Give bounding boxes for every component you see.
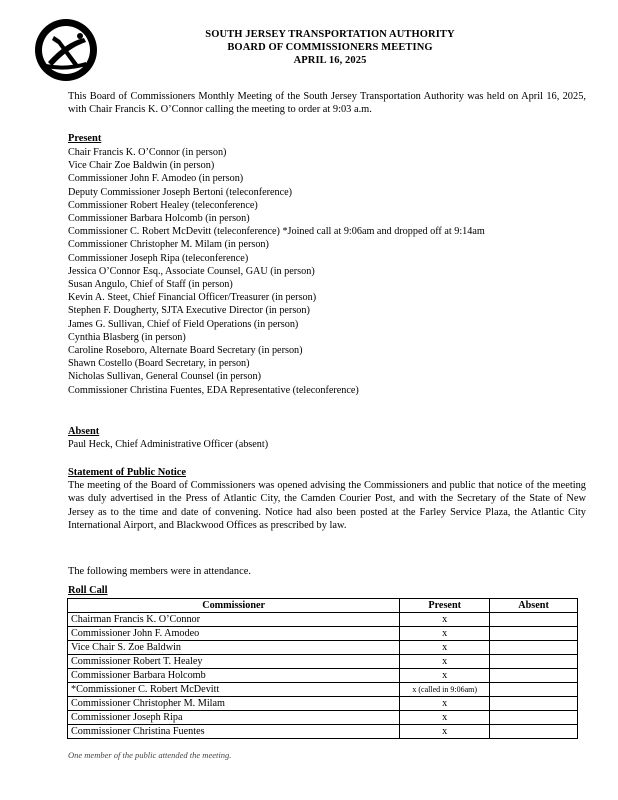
list-item: Commissioner C. Robert McDevitt (teleconference) *Joined call at 9:06am and dropped off at 9:14am [68,226,485,238]
list-item: Commissioner John F. Amodeo (in person) [68,173,244,185]
absent-cell [490,613,578,627]
absent-cell [490,669,578,683]
table-row [68,627,578,641]
notice-paragraph: The meeting of the Board of Commissioners was opened advising the Commissioners and public that notice of the meeting was duly advertised in the Press of Atlantic City, the Camden Courier Post, and with the Secretary of the State of New Jersey as to the time and date of convening. Notice had also been posted at the Farley Service Plaza, the Atlantic City International Airport, and Blackwood Offices as prescribed by law. [68,480,586,531]
document-header [120,28,540,67]
list-item: Susan Angulo, Chief of Staff (in person) [68,279,233,291]
absent-cell [490,697,578,711]
column-header: Absent [490,599,578,613]
commissioner-cell: Vice Chair S. Zoe Baldwin [68,641,400,655]
absent-cell [490,627,578,641]
commissioner-cell: Commissioner Barbara Holcomb [68,669,400,683]
commissioner-cell: Commissioner Christina Fuentes [68,725,400,739]
list-item: Shawn Costello (Board Secretary, in person) [68,358,250,370]
list-item: Commissioner Christina Fuentes, EDA Representative (teleconference) [68,384,359,396]
present-cell: x [400,627,490,641]
absent-cell [490,725,578,739]
present-cell: x [400,711,490,725]
table-row [68,697,578,711]
commissioner-cell: Commissioner John F. Amodeo [68,627,400,641]
absent-cell [490,711,578,725]
list-item: James G. Sullivan, Chief of Field Operations (in person) [68,318,299,330]
absent-cell [490,641,578,655]
list-item: Commissioner Joseph Ripa (teleconference) [68,252,249,264]
present-cell: x [400,655,490,669]
absent-cell [490,683,578,697]
sjta-seal-icon [34,18,98,82]
notice-heading: Statement of Public Notice [68,467,187,478]
list-item: Commissioner Robert Healey (teleconference) [68,199,258,211]
table-row [68,613,578,627]
list-item: Kevin A. Steet, Chief Financial Officer/Treasurer (in person) [68,292,317,304]
roll-call-heading: Roll Call [68,585,108,596]
present-list [68,146,588,397]
commissioner-cell: Chairman Francis K. O’Connor [68,613,400,627]
table-row [68,655,578,669]
list-item: Nicholas Sullivan, General Counsel (in person) [68,371,261,383]
absent-heading: Absent [68,426,100,437]
list-item: Commissioner Christopher M. Milam (in person) [68,239,269,251]
column-header: Present [400,599,490,613]
present-heading: Present [68,133,102,144]
list-item: Commissioner Barbara Holcomb (in person) [68,213,250,225]
header-meeting: BOARD OF COMMISSIONERS MEETING [227,42,433,53]
list-item: Deputy Commissioner Joseph Bertoni (teleconference) [68,186,293,198]
list-item: Vice Chair Zoe Baldwin (in person) [68,160,215,172]
list-item: Jessica O’Connor Esq., Associate Counsel, GAU (in person) [68,265,315,277]
commissioner-cell: *Commissioner C. Robert McDevitt [68,683,400,697]
present-cell: x [400,613,490,627]
attendance-line: The following members were in attendance. [68,566,251,577]
absent-cell [490,655,578,669]
footnote: One member of the public attended the meeting. [68,750,232,760]
column-header: Commissioner [68,599,400,613]
header-authority: SOUTH JERSEY TRANSPORTATION AUTHORITY [205,29,455,40]
list-item: Caroline Roseboro, Alternate Board Secretary (in person) [68,345,303,357]
absent-list [68,438,588,451]
header-date: APRIL 16, 2025 [293,55,367,66]
list-item: Paul Heck, Chief Administrative Officer (absent) [68,439,269,450]
table-row [68,711,578,725]
intro-paragraph: This Board of Commissioners Monthly Meeting of the South Jersey Transportation Authority was held on April 16, 2025, with Chair Francis K. O’Connor calling the meeting to order at 9:03 a.m. [68,91,586,115]
table-row [68,641,578,655]
list-item: Stephen F. Dougherty, SJTA Executive Director (in person) [68,305,310,317]
commissioner-cell: Commissioner Robert T. Healey [68,655,400,669]
present-cell: x (called in 9:06am) [400,683,490,697]
present-cell: x [400,669,490,683]
commissioner-cell: Commissioner Joseph Ripa [68,711,400,725]
list-item: Chair Francis K. O’Connor (in person) [68,147,227,158]
table-row [68,683,578,697]
present-cell: x [400,641,490,655]
table-row [68,669,578,683]
present-cell: x [400,697,490,711]
list-item: Cynthia Blasberg (in person) [68,331,186,343]
table-row [68,725,578,739]
present-cell: x [400,725,490,739]
table-header-row [68,599,578,613]
roll-call-table [67,598,578,739]
commissioner-cell: Commissioner Christopher M. Milam [68,697,400,711]
